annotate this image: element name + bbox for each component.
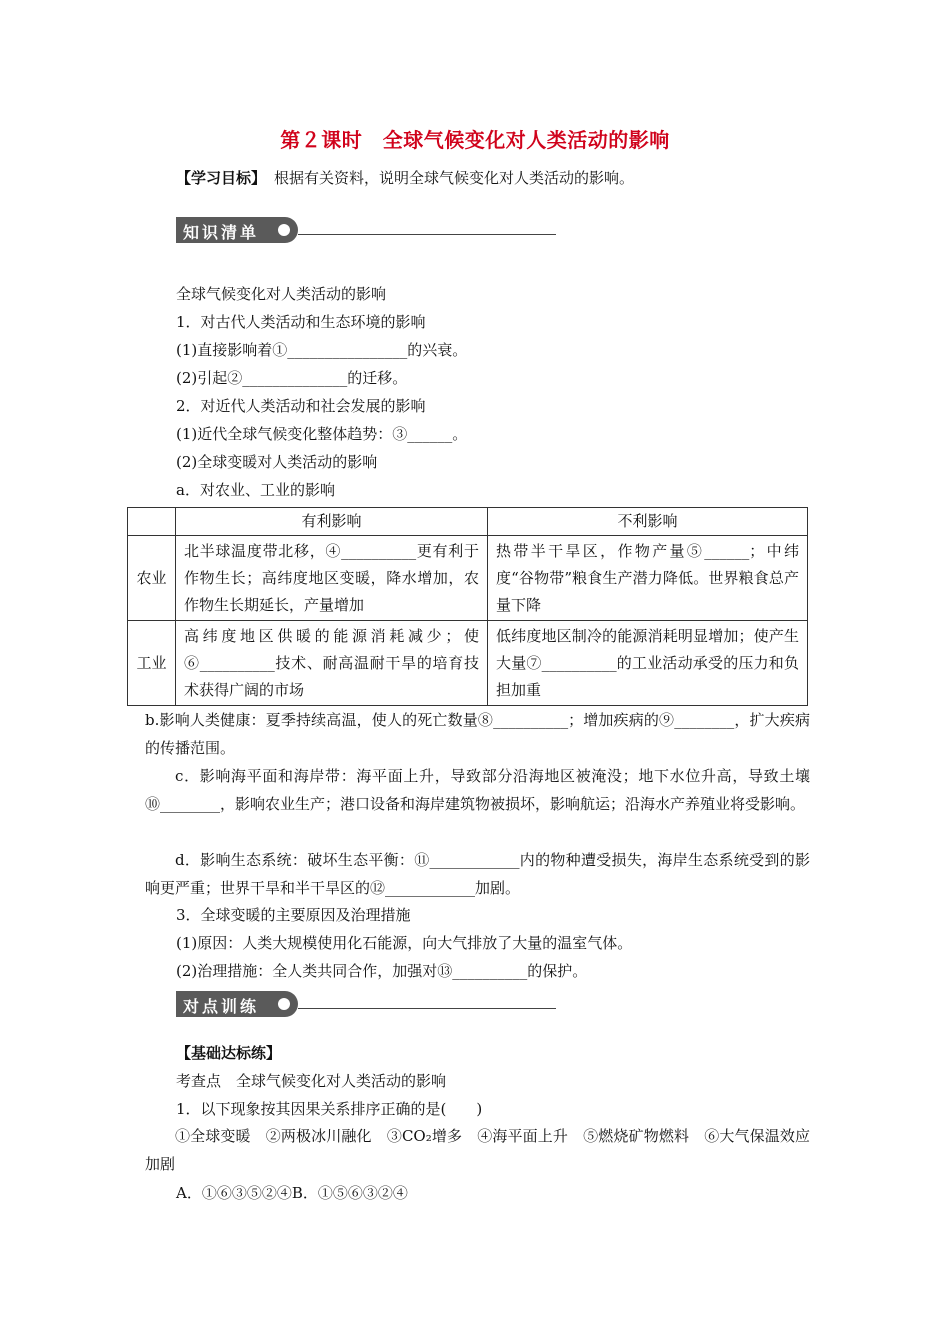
practice-level: 【基础达标练】 (176, 1044, 282, 1062)
learning-goal (176, 168, 634, 188)
question-1-items: ①全球变暖 ②两极冰川融化 ③CO₂增多 ④海平面上升 ⑤燃烧矿物燃料 ⑥大气保温效应加剧 (145, 1127, 810, 1173)
favorable-cell: 北半球温度带北移，④__________更有利于作物生长；高纬度地区变暖，降水增加，农作物生长期延长，产量增加 (176, 536, 488, 621)
unfavorable-cell: 低纬度地区制冷的能源消耗明显增加；使产生大量⑦__________的工业活动承受的压力和负担加重 (488, 621, 808, 706)
row-label: 工业 (128, 621, 176, 706)
lesson-title: 第２课时 全球气候变化对人类活动的影响 (280, 128, 670, 152)
table-row (128, 536, 808, 621)
bullet-dot-icon (278, 998, 290, 1010)
item-3: 3．全球变暖的主要原因及治理措施 (176, 906, 411, 924)
question-1-options: A．①⑥③⑤②④B．①⑤⑥③②④ (176, 1184, 408, 1202)
item-1: 1．对古代人类活动和生态环境的影响 (176, 313, 426, 331)
impact-table (127, 507, 808, 706)
table-header-cell: 不利影响 (488, 508, 808, 536)
item-3-2: (2)治理措施：全人类共同合作，加强对⑬__________的保护。 (176, 962, 588, 980)
item-2-2-d: d．影响生态系统：破坏生态平衡：⑪____________内的物种遭受损失，海岸生态系统受到的影响更严重；世界干旱和半干旱区的⑫____________加剧。 (145, 851, 810, 897)
bullet-dot-icon (278, 224, 290, 236)
item-3-1: (1)原因：人类大规模使用化石能源，向大气排放了大量的温室气体。 (176, 934, 633, 952)
item-2: 2．对近代人类活动和社会发展的影响 (176, 397, 426, 415)
item-2-2: (2)全球变暖对人类活动的影响 (176, 453, 378, 471)
item-1-1: (1)直接影响着①________________的兴衰。 (176, 341, 468, 359)
practice-banner-label: 对点训练 (183, 997, 260, 1016)
practice-banner (176, 991, 556, 1017)
item-2-1: (1)近代全球气候变化整体趋势：③______。 (176, 425, 468, 443)
item-2-2-b: b.影响人类健康：夏季持续高温，使人的死亡数量⑧__________；增加疾病的⑨________，扩大疾病的传播范围。 (145, 711, 810, 757)
learning-goal-tag: 【学习目标】 (176, 169, 267, 187)
item-2-2-c: c．影响海平面和海岸带：海平面上升，导致部分沿海地区被淹没；地下水位升高，导致土壤⑩________，影响农业生产；港口设备和海岸建筑物被损坏，影响航运；沿海水产养殖业将受影响。 (145, 767, 810, 813)
table-row (128, 621, 808, 706)
item-1-2: (2)引起②______________的迁移。 (176, 369, 408, 387)
learning-goal-text: 根据有关资料，说明全球气候变化对人类活动的影响。 (274, 169, 635, 187)
table-header-row (128, 508, 808, 536)
favorable-cell: 高纬度地区供暖的能源消耗减少；使⑥__________技术、耐高温耐干旱的培育技术获得广阔的市场 (176, 621, 488, 706)
knowledge-banner-label: 知识清单 (183, 223, 260, 242)
table-header-cell: 有利影响 (176, 508, 488, 536)
question-1: 1．以下现象按其因果关系排序正确的是( ) (176, 1100, 483, 1118)
unfavorable-cell: 热带半干旱区，作物产量⑤______；中纬度“谷物带”粮食生产潜力降低。世界粮食总产量下降 (488, 536, 808, 621)
item-2-2-a: a．对农业、工业的影响 (176, 481, 335, 499)
banner-rule (298, 1008, 556, 1009)
knowledge-banner (176, 217, 556, 243)
knowledge-heading: 全球气候变化对人类活动的影响 (176, 285, 387, 303)
test-point: 考查点 全球气候变化对人类活动的影响 (176, 1072, 447, 1090)
row-label: 农业 (128, 536, 176, 621)
table-header-cell (128, 508, 176, 536)
banner-rule (298, 234, 556, 235)
